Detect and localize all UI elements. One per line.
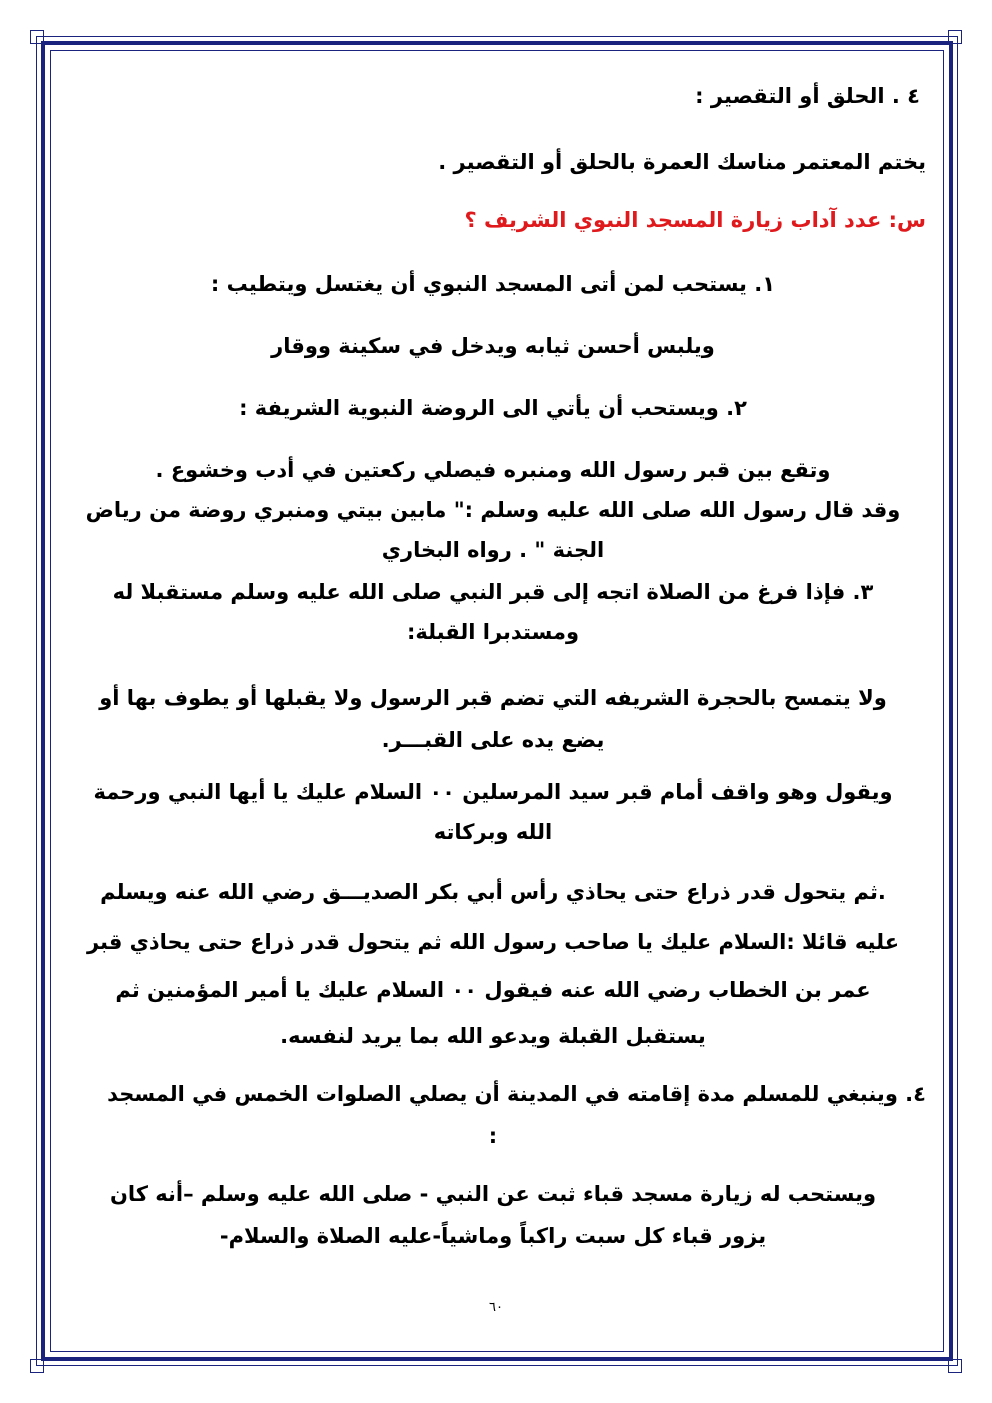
paragraph-line: ٣. فإذا فرغ من الصلاة اتجه إلى قبر النبي صلى الله عليه وسلم مستقبلا له: [112, 580, 874, 604]
paragraph-line: :: [488, 1124, 498, 1148]
paragraph-line: عليه قائلا :السلام عليك يا صاحب رسول الله ثم يتحول قدر ذراع حتى يحاذي قبر: [86, 930, 900, 954]
paragraph-line: ٤. وينبغي للمسلم مدة إقامته في المدينة أن يصلي الصلوات الخمس في المسجد: [107, 1082, 926, 1106]
paragraph-line: ويستحب له زيارة مسجد قباء ثبت عن النبي - صلى الله عليه وسلم –أنه كان: [109, 1182, 877, 1206]
paragraph-line: .ثم يتحول قدر ذراع حتى يحاذي رأس أبي بكر الصديـــق رضي الله عنه ويسلم: [100, 880, 886, 904]
paragraph-line: يستقبل القبلة ويدعو الله بما يريد لنفسه.: [280, 1024, 706, 1048]
paragraph-line: يختم المعتمر مناسك العمرة بالحلق أو التقصير .: [438, 150, 926, 174]
paragraph-line: ويقول وهو واقف أمام قبر سيد المرسلين ٠٠ السلام عليك يا أيها النبي ورحمة: [93, 780, 893, 804]
paragraph-line: وقد قال رسول الله صلى الله عليه وسلم :" مابين بيتي ومنبري روضة من رياض: [85, 498, 901, 522]
paragraph-line: ومستدبرا القبلة:: [406, 620, 580, 644]
border-corner-ornament: [948, 30, 962, 44]
paragraph-line: وتقع بين قبر رسول الله ومنبره فيصلي ركعتين في أدب وخشوع .: [155, 458, 831, 482]
paragraph-line: يزور قباء كل سبت راكباً وماشياً-عليه الصلاة والسلام-: [219, 1224, 767, 1248]
paragraph-line: يضع يده على القبـــر.: [381, 728, 605, 752]
question-heading: س: عدد آداب زيارة المسجد النبوي الشريف ؟: [464, 208, 926, 232]
page-number: ٦٠: [489, 1300, 503, 1315]
paragraph-line: ١. يستحب لمن أتى المسجد النبوي أن يغتسل ويتطيب :: [210, 272, 776, 296]
paragraph-line: ويلبس أحسن ثيابه ويدخل في سكينة ووقار: [271, 334, 715, 358]
paragraph-line: الله وبركاته: [433, 820, 553, 844]
paragraph-line: الجنة " . رواه البخاري: [381, 538, 605, 562]
border-corner-ornament: [30, 1359, 44, 1373]
paragraph-line: عمر بن الخطاب رضي الله عنه فيقول ٠٠ السلام عليك يا أمير المؤمنين ثم: [115, 978, 871, 1002]
border-corner-ornament: [948, 1359, 962, 1373]
border-corner-ornament: [30, 30, 44, 44]
paragraph-line: ولا يتمسح بالحجرة الشريفه التي تضم قبر الرسول ولا يقبلها أو يطوف بها أو: [99, 686, 887, 710]
section-heading: ٤ . الحلق أو التقصير :: [695, 84, 920, 108]
paragraph-line: ٢. ويستحب أن يأتي الى الروضة النبوية الشريفة :: [239, 396, 747, 420]
